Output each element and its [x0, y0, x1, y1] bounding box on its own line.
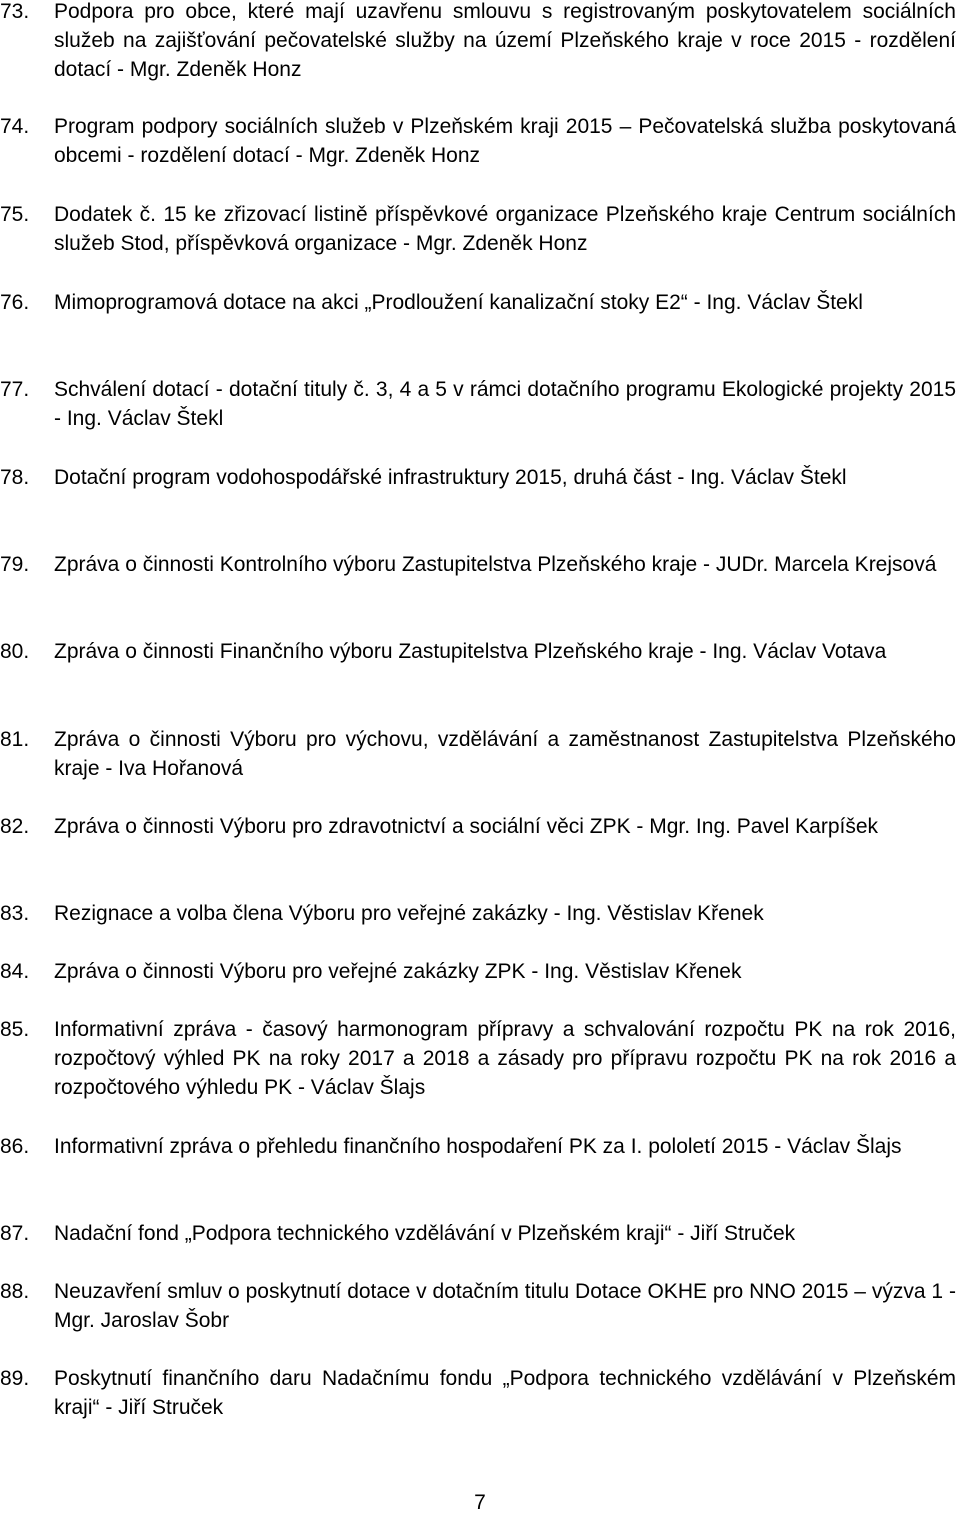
agenda-item [0, 463, 956, 492]
item-text: Nadační fond „Podpora technického vzdělávání v Plzeňském kraji“ - Jiří Struček [54, 1222, 796, 1245]
agenda-item [0, 957, 956, 986]
item-number: 89. [0, 1367, 30, 1390]
agenda-item [0, 1277, 956, 1335]
agenda-item [0, 288, 956, 317]
item-text: Dotační program vodohospodářské infrastruktury 2015, druhá část - Ing. Václav Štekl [54, 466, 847, 489]
agenda-item [0, 637, 956, 666]
agenda-item [0, 725, 956, 783]
item-number: 87. [0, 1222, 30, 1245]
item-number: 76. [0, 291, 30, 314]
item-number: 86. [0, 1135, 30, 1158]
item-text: Zpráva o činnosti Výboru pro veřejné zakázky ZPK - Ing. Věstislav Křenek [54, 960, 742, 983]
item-text: Program podpory sociálních služeb v Plzeňském kraji 2015 – Pečovatelská služba poskytovaná obcemi - rozdělení dotací - Mgr. Zdeněk Honz [54, 115, 956, 167]
item-text: Podpora pro obce, které mají uzavřenu smlouvu s registrovaným poskytovatelem sociálních služeb na zajišťování pečovatelské služby na území Plzeňského kraje v roce 2015 - rozdělení dotací - Mgr. Zdeněk Honz [54, 0, 956, 81]
item-text: Zpráva o činnosti Kontrolního výboru Zastupitelstva Plzeňského kraje - JUDr. Marcela Krejsová [54, 553, 937, 576]
item-text: Schválení dotací - dotační tituly č. 3, 4 a 5 v rámci dotačního programu Ekologické projekty 2015 - Ing. Václav Štekl [54, 378, 956, 430]
item-number: 81. [0, 728, 30, 751]
item-number: 79. [0, 553, 30, 576]
agenda-item [0, 1219, 956, 1248]
item-number: 78. [0, 466, 30, 489]
item-text: Mimoprogramová dotace na akci „Prodloužení kanalizační stoky E2“ - Ing. Václav Štekl [54, 291, 863, 314]
item-number: 74. [0, 115, 30, 138]
agenda-item [0, 1132, 956, 1161]
item-number: 80. [0, 640, 30, 663]
item-number: 83. [0, 902, 30, 925]
item-text: Poskytnutí finančního daru Nadačnímu fondu „Podpora technického vzdělávání v Plzeňském kraji“ - Jiří Struček [54, 1367, 956, 1419]
item-text: Neuzavření smluv o poskytnutí dotace v dotačním titulu Dotace OKHE pro NNO 2015 – výzva 1 - Mgr. Jaroslav Šobr [54, 1280, 956, 1332]
item-text: Rezignace a volba člena Výboru pro veřejné zakázky - Ing. Věstislav Křenek [54, 902, 764, 925]
item-number: 82. [0, 815, 30, 838]
agenda-item [0, 375, 956, 433]
agenda-item [0, 200, 956, 258]
page-number: 7 [474, 1491, 486, 1514]
agenda-item [0, 1015, 956, 1102]
item-number: 73. [0, 0, 30, 23]
item-number: 85. [0, 1018, 30, 1041]
item-text: Zpráva o činnosti Výboru pro zdravotnictví a sociální věci ZPK - Mgr. Ing. Pavel Karpíšek [54, 815, 879, 838]
item-number: 75. [0, 203, 30, 226]
item-text: Dodatek č. 15 ke zřizovací listině příspěvkové organizace Plzeňského kraje Centrum sociálních služeb Stod, příspěvková organizace - Mgr. Zdeněk Honz [54, 203, 956, 255]
agenda-item [0, 0, 956, 84]
item-text: Zpráva o činnosti Finančního výboru Zastupitelstva Plzeňského kraje - Ing. Václav Votava [54, 640, 887, 663]
agenda-item [0, 812, 956, 841]
item-number: 84. [0, 960, 30, 983]
agenda-item [0, 1364, 956, 1422]
item-text: Informativní zpráva o přehledu finančního hospodaření PK za I. pololetí 2015 - Václav Šlajs [54, 1135, 902, 1158]
agenda-item [0, 112, 956, 170]
agenda-item [0, 899, 956, 928]
item-number: 77. [0, 378, 30, 401]
item-text: Zpráva o činnosti Výboru pro výchovu, vzdělávání a zaměstnanost Zastupitelstva Plzeňského kraje - Iva Hořanová [54, 728, 956, 780]
item-number: 88. [0, 1280, 30, 1303]
agenda-item [0, 550, 956, 579]
item-text: Informativní zpráva - časový harmonogram přípravy a schvalování rozpočtu PK na rok 2016, rozpočtový výhled PK na roky 2017 a 2018 a zásady pro přípravu rozpočtu PK na rok 2016 a rozpočtového výhledu PK - Václav Šlajs [54, 1018, 956, 1099]
